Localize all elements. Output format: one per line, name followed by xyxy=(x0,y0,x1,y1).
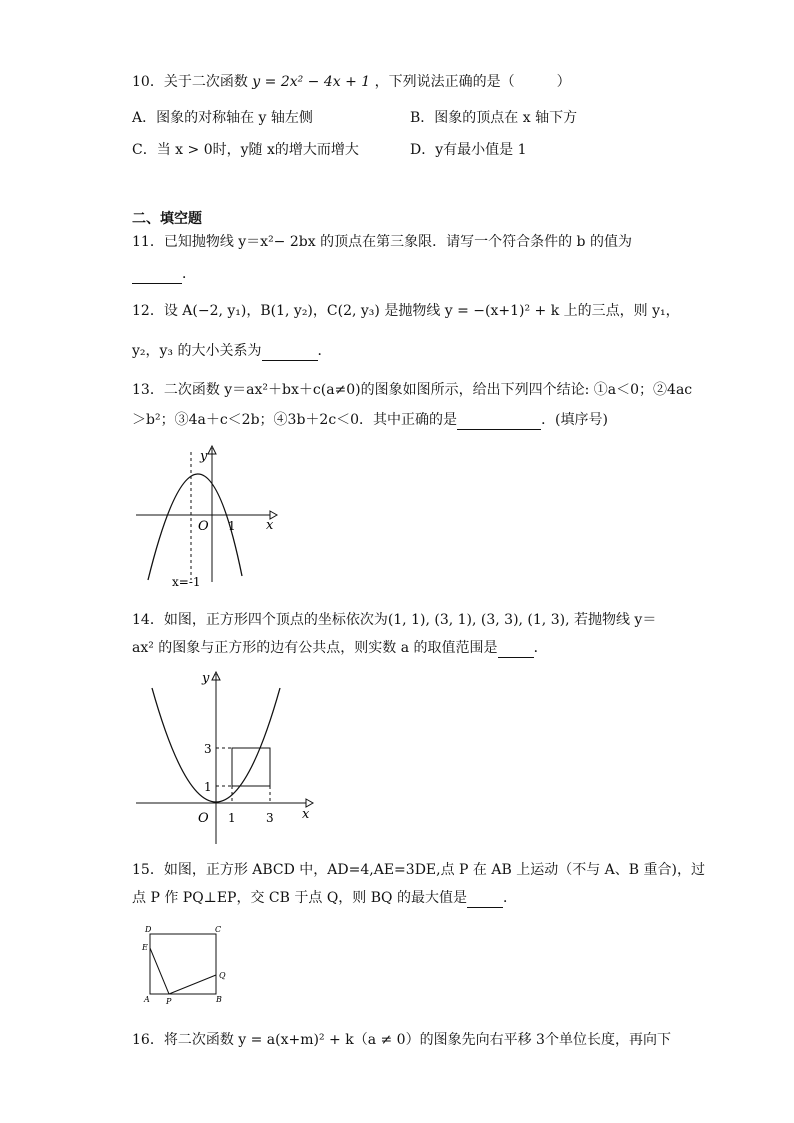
q15-label-q: Q xyxy=(219,971,226,980)
q13-line2 xyxy=(132,410,608,430)
q15-segment-pq xyxy=(169,975,216,994)
q13-parabola-figure xyxy=(130,440,280,590)
q10-formula: y = 2x² − 4x + 1 xyxy=(252,74,371,90)
q13-line2-prefix: ＞b²；③4a＋c＜2b；④3b＋2c＜0．其中正确的是 xyxy=(132,412,458,428)
q15-label-c: C xyxy=(215,925,222,934)
q10-option-c: C．当 x > 0时，y随 x的增大而增大 xyxy=(132,142,359,158)
q13-answer-blank xyxy=(457,415,541,430)
q10-stem-suffix: ，下列说法正确的是（ ） xyxy=(374,74,571,90)
q14-origin-label: O xyxy=(198,811,209,826)
q15-answer-blank xyxy=(467,893,503,908)
q15-line1: 15．如图，正方形 ABCD 中，AD=4,AE=3DE,点 P 在 AB 上运动（不与 A、B 重合)，过 xyxy=(132,862,705,878)
q14-y3-label: 3 xyxy=(204,742,212,756)
q14-x-arrow-icon xyxy=(306,799,313,807)
q10-option-b: B．图象的顶点在 x 轴下方 xyxy=(410,110,578,126)
q10-stem xyxy=(132,72,571,92)
q14-y1-label: 1 xyxy=(204,780,212,794)
q13-y-label: y xyxy=(200,449,208,464)
q13-origin-label: O xyxy=(198,519,209,534)
q15-label-p: P xyxy=(166,997,172,1006)
q12-line2-suffix: ． xyxy=(317,343,332,359)
q12-line2 xyxy=(132,341,332,361)
q11-line2-suffix: ． xyxy=(182,266,196,282)
q14-x3-label: 3 xyxy=(266,811,274,825)
q14-line2-suffix: ． xyxy=(533,640,548,656)
q13-line2-suffix: ．(填序号) xyxy=(541,412,608,428)
q10-stem-prefix: 10．关于二次函数 xyxy=(132,74,248,90)
q12-line2-prefix: y₂，y₃ 的大小关系为 xyxy=(132,343,262,359)
q13-one-label: 1 xyxy=(228,519,236,533)
q14-square-parabola-figure xyxy=(130,666,320,848)
q15-square-abcd xyxy=(150,934,216,994)
q15-segment-ep xyxy=(150,948,169,994)
q15-line2-suffix: ． xyxy=(502,890,517,906)
q15-line2 xyxy=(132,888,517,908)
q13-line1: 13．二次函数 y＝ax²＋bx＋c(a≠0)的图象如图所示，给出下列四个结论: ①a＜0；②4ac xyxy=(132,382,693,398)
q14-y-label: y xyxy=(202,671,210,686)
q16-line1: 16．将二次函数 y = a(x+m)² + k（a ≠ 0）的图象先向右平移 3个单位长度，再向下 xyxy=(132,1032,671,1048)
q14-line2 xyxy=(132,638,548,658)
q11-answer-blank xyxy=(132,269,182,284)
q15-line2-prefix: 点 P 作 PQ⊥EP，交 CB 于点 Q，则 BQ 的最大值是 xyxy=(132,890,467,906)
q11-line1: 11．已知抛物线 y＝x²− 2bx 的顶点在第三象限．请写一个符合条件的 b 的值为 xyxy=(132,234,632,250)
q15-label-e: E xyxy=(142,943,148,952)
q12-line1: 12．设 A(−2, y₁)，B(1, y₂)，C(2, y₃) 是抛物线 y = −(x+1)² + k 上的三点，则 y₁， xyxy=(132,303,680,319)
q14-answer-blank xyxy=(498,643,534,658)
q13-axis-note: x=-1 xyxy=(172,575,201,589)
q15-label-d: D xyxy=(145,925,152,934)
q15-label-b: B xyxy=(216,995,222,1004)
q14-x1-label: 1 xyxy=(228,811,236,825)
q14-line2-prefix: ax² 的图象与正方形的边有公共点，则实数 a 的取值范围是 xyxy=(132,640,498,656)
q15-square-figure xyxy=(138,922,238,1006)
section-title-fill-in: 二、填空题 xyxy=(132,211,202,227)
q12-answer-blank xyxy=(262,346,318,361)
q14-x-label: x xyxy=(302,807,310,822)
q10-option-d: D．y有最小值是 1 xyxy=(410,142,527,158)
q13-x-label: x xyxy=(266,518,274,533)
q10-option-a: A．图象的对称轴在 y 轴左侧 xyxy=(132,110,313,126)
q11-line2 xyxy=(132,264,196,284)
q14-line1: 14．如图，正方形四个顶点的坐标依次为(1, 1), (3, 1), (3, 3), (1, 3), 若抛物线 y＝ xyxy=(132,612,657,628)
q15-label-a: A xyxy=(144,995,150,1004)
